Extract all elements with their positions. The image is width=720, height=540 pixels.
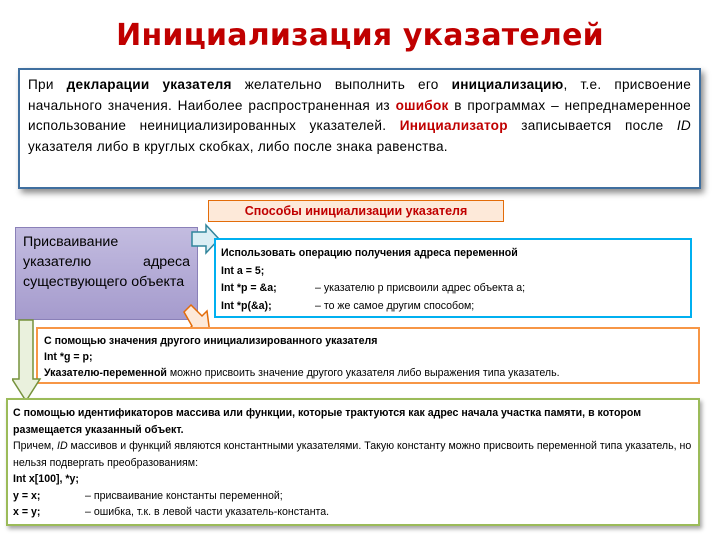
code-line: Int a = 5; (221, 264, 265, 277)
other-pointer-box (36, 327, 700, 384)
code-comment: – указателю p присвоили адрес объекта a; (315, 282, 526, 294)
other-pointer-heading: С помощью значения другого инициализированного указателя (44, 335, 378, 347)
assign-address-box: Присваивание указателю адреса существующего объекта (15, 227, 198, 320)
intro-term-initializer: Инициализатор (399, 118, 508, 133)
code-line: Int *p(&a); (221, 299, 272, 312)
intro-text-box (18, 68, 701, 189)
init-methods-header: Способы инициализации указателя (208, 200, 504, 222)
array-function-text: Причем, (13, 440, 58, 452)
intro-term-id: ID (676, 118, 691, 133)
intro-term-errors: ошибок (395, 97, 449, 113)
address-operation-heading: Использовать операцию получения адреса переменной (221, 247, 518, 259)
intro-term-initialization: инициализацию (451, 77, 564, 92)
code-line: y = x; (13, 489, 41, 502)
slide-title: Инициализация указателей (116, 18, 604, 53)
intro-text: При (28, 77, 67, 92)
code-line: x = y; (13, 506, 41, 518)
intro-text: , т.е. присвоение начального значения. Наиболее распространенная из (28, 77, 692, 113)
other-pointer-text: можно присвоить значение другого указателя либо выражения типа указатель. (166, 367, 560, 379)
code-comment: – то же самое другим способом; (315, 299, 475, 312)
address-operation-box (214, 238, 692, 318)
intro-text: записывается после (507, 118, 677, 133)
pointer-variable-term: Указателю-переменной (44, 367, 167, 379)
down-arrow-icon (12, 319, 42, 403)
intro-text: желательно выполнить его (231, 77, 452, 92)
array-function-text: массивов и функций являются константными указателями. Такую константу можно присвоить переменной типа указатель, но нельзя подвергать преобразованиям: (13, 440, 692, 469)
array-function-heading: С помощью идентификаторов массива или функции, которые трактуются как адрес начала участка памяти, в котором размещается указанный объект. (13, 407, 642, 436)
code-line: Int *p = &a; (221, 282, 277, 294)
intro-text: в программах – непреднамеренное использование неинициализированных указателей. (28, 97, 691, 133)
code-line: Int *g = p; (44, 351, 93, 363)
code-comment: – ошибка, т.к. в левой части указатель-константа. (85, 506, 330, 518)
code-comment: – присваивание константы переменной; (85, 489, 283, 502)
id-term: ID (57, 440, 68, 452)
intro-term-declaration: декларации указателя (66, 77, 232, 92)
array-function-box (6, 398, 700, 526)
intro-text: указателя либо в круглых скобках, либо после знака равенства. (28, 138, 448, 154)
code-line: Int x[100], *y; (13, 473, 79, 485)
